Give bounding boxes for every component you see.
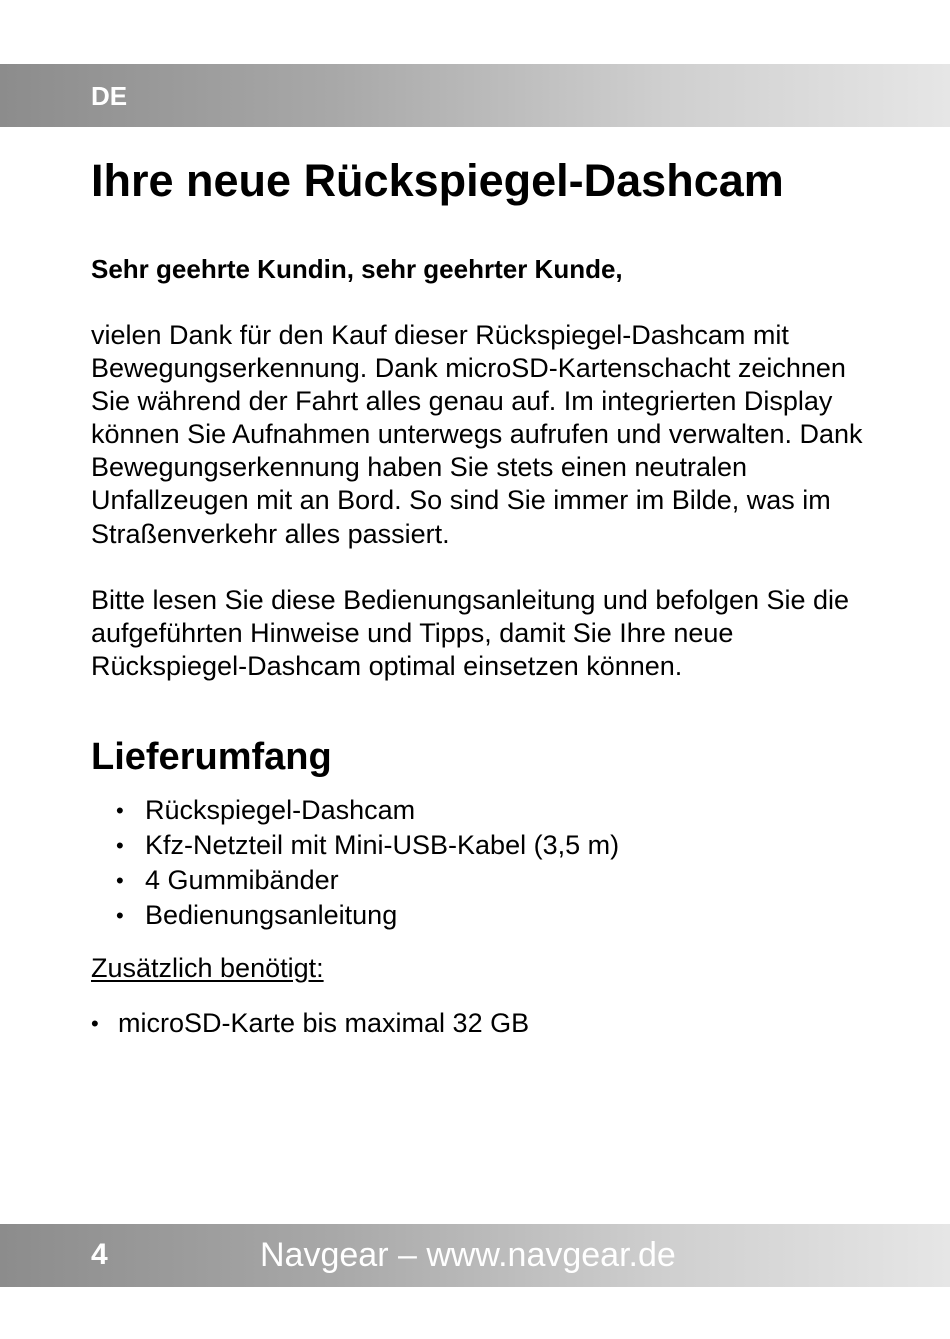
- list-item-label: microSD-Karte bis maximal 32 GB: [118, 1008, 530, 1038]
- page-title: Ihre neue Rückspiegel-Dashcam: [91, 155, 784, 206]
- additional-heading: Zusätzlich benötigt:: [91, 953, 324, 983]
- footer-brand: Navgear – www.navgear.de: [260, 1236, 676, 1274]
- delivery-title: Lieferumfang: [91, 736, 332, 778]
- list-item: [91, 898, 619, 933]
- list-item-label: Bedienungsanleitung: [145, 900, 398, 930]
- intro-paragraph: vielen Dank für den Kauf dieser Rückspiegel-Dashcam mit Bewegungserkennung. Dank microSD-Kartenschacht zeichnen Sie während der Fahrt alles genau auf. Im integrierten Display können Sie Aufnahmen unterwegs aufrufen und verwalten. Dank Bewegungserkennung haben Sie stets einen neutralen Unfallzeugen mit an Bord. So sind Sie immer im Bilde, was im Straßenverkehr alles passiert.: [91, 320, 863, 549]
- header-band: [0, 64, 950, 127]
- bullet-icon: •: [116, 833, 124, 858]
- bullet-icon: •: [91, 1011, 99, 1036]
- instructions-paragraph: Bitte lesen Sie diese Bedienungsanleitung und befolgen Sie die aufgeführten Hinweise und Tipps, damit Sie Ihre neue Rückspiegel-Dashcam optimal einsetzen können.: [91, 585, 850, 682]
- list-item-label: Rückspiegel-Dashcam: [145, 795, 416, 825]
- bullet-icon: •: [116, 868, 124, 893]
- list-item: [91, 828, 619, 863]
- bullet-icon: •: [116, 798, 124, 823]
- list-item: [91, 863, 619, 898]
- list-item: [91, 1006, 529, 1041]
- salutation: Sehr geehrte Kundin, sehr geehrter Kunde,: [91, 254, 623, 284]
- bullet-icon: •: [116, 903, 124, 928]
- footer-band: [0, 1224, 950, 1287]
- list-item-label: 4 Gummibänder: [145, 865, 339, 895]
- list-item-label: Kfz-Netzteil mit Mini-USB-Kabel (3,5 m): [145, 830, 620, 860]
- additional-list: [91, 1006, 529, 1041]
- list-item: [91, 793, 619, 828]
- delivery-list: [91, 793, 619, 933]
- page-number: 4: [91, 1238, 108, 1271]
- language-code: DE: [91, 81, 128, 111]
